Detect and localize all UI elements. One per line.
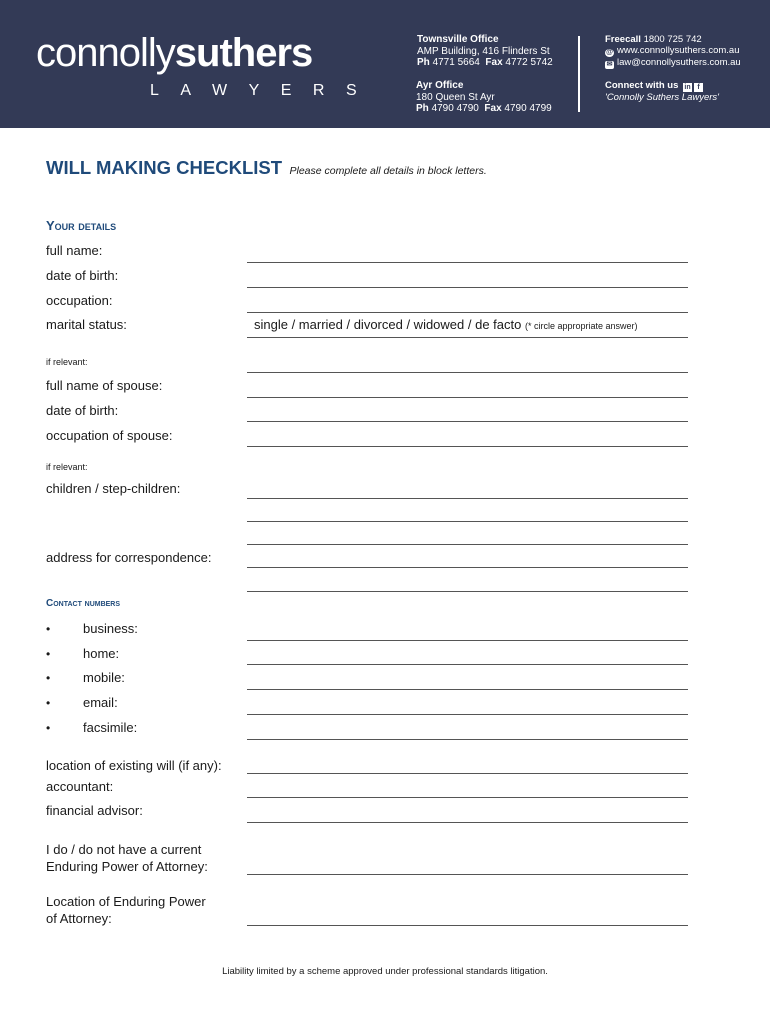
bullet-facsimile: •	[46, 721, 51, 735]
ayr-office-title: Ayr Office	[416, 80, 464, 91]
your-details-heading: Your details	[46, 218, 117, 233]
address-label: address for correspondence:	[46, 550, 212, 565]
freecall-label: Freecall	[605, 34, 641, 45]
townsville-office-address: AMP Building, 416 Flinders St	[417, 45, 550, 57]
spouse-name-label: full name of spouse:	[46, 378, 163, 393]
spouse-occupation-label: occupation of spouse:	[46, 428, 173, 443]
letterhead-banner	[0, 0, 770, 128]
spouse-dob-label: date of birth:	[46, 403, 119, 418]
full-name-label: full name:	[46, 243, 103, 258]
facsimile-label: facsimile:	[83, 720, 138, 735]
if-relevant-line[interactable]	[247, 372, 688, 373]
freecall-number[interactable]: 1800 725 742	[643, 34, 702, 45]
linkedin-icon[interactable]: in	[684, 84, 691, 91]
contact-numbers-heading: Contact numbers	[46, 598, 121, 609]
spouse-dob-line[interactable]	[247, 421, 688, 422]
envelope-icon: ✉	[606, 61, 613, 68]
ayr-ph-label: Ph	[416, 103, 429, 114]
bullet-mobile: •	[46, 671, 51, 685]
full-name-line[interactable]	[247, 262, 688, 263]
contact-block	[605, 34, 741, 69]
facebook-icon[interactable]: f	[694, 83, 703, 92]
epa-label-line1: I do / do not have a current	[46, 842, 202, 857]
home-line[interactable]	[247, 664, 688, 665]
occupation-line[interactable]	[247, 312, 688, 313]
townsville-office-phones	[417, 57, 553, 69]
epa-line[interactable]	[247, 874, 688, 875]
children-line-3[interactable]	[247, 544, 688, 545]
bullet-home: •	[46, 647, 51, 661]
business-line[interactable]	[247, 640, 688, 641]
home-label: home:	[83, 646, 120, 661]
social-block	[605, 80, 719, 103]
marital-status-line	[247, 337, 688, 338]
children-label: children / step-children:	[46, 481, 181, 496]
brand-logo	[36, 30, 379, 99]
connect-label: Connect with us	[605, 80, 679, 91]
header-divider	[578, 36, 580, 112]
ayr-office-address: 180 Queen St Ayr	[416, 91, 495, 103]
website-link[interactable]: www.connollysuthers.com.au	[617, 45, 740, 56]
if-relevant-note: if relevant:	[46, 357, 88, 367]
marital-options[interactable]	[254, 317, 638, 332]
bullet-email: •	[46, 696, 51, 710]
brand-word-bold: suthers	[174, 31, 313, 75]
business-label: business:	[83, 621, 138, 636]
mobile-line[interactable]	[247, 689, 688, 690]
brand-subtitle: LAWYERS	[150, 82, 379, 99]
accountant-label: accountant:	[46, 779, 114, 794]
address-line-2[interactable]	[247, 591, 688, 592]
page-title	[46, 157, 487, 179]
website-line	[605, 45, 741, 57]
marital-hint: (* circle appropriate answer)	[524, 321, 638, 331]
epa-location-line[interactable]	[247, 925, 688, 926]
facsimile-line[interactable]	[247, 739, 688, 740]
existing-will-label: location of existing will (if any):	[46, 758, 222, 773]
townsville-office-title: Townsville Office	[417, 34, 499, 45]
existing-will-line[interactable]	[247, 773, 688, 774]
ayr-office	[416, 80, 552, 115]
dob-line[interactable]	[247, 287, 688, 288]
epa-location-label-line2: of Attorney:	[46, 911, 112, 926]
epa-label-line2: Enduring Power of Attorney:	[46, 859, 208, 874]
ayr-fax: 4790 4799	[504, 103, 552, 114]
email-label: email:	[83, 695, 118, 710]
email-line	[605, 57, 741, 69]
marital-status-label: marital status:	[46, 317, 127, 332]
epa-location-label-line1: Location of Enduring Power	[46, 894, 206, 909]
marital-options-text: single / married / divorced / widowed / de facto	[254, 317, 522, 332]
spouse-occupation-line[interactable]	[247, 446, 688, 447]
footer-disclaimer: Liability limited by a scheme approved under professional standards litigation.	[222, 966, 548, 977]
brand-wordmark	[36, 30, 312, 76]
social-handle: 'Connolly Suthers Lawyers'	[605, 92, 719, 103]
page-title-main: WILL MAKING CHECKLIST	[46, 157, 283, 178]
townsville-office	[417, 34, 553, 69]
mobile-label: mobile:	[83, 670, 125, 685]
children-line-2[interactable]	[247, 521, 688, 522]
ayr-fax-label: Fax	[484, 103, 502, 114]
children-line-1[interactable]	[247, 498, 688, 499]
townsville-fax-label: Fax	[485, 57, 503, 68]
townsville-ph-label: Ph	[417, 57, 430, 68]
accountant-line[interactable]	[247, 797, 688, 798]
email-line[interactable]	[247, 714, 688, 715]
spouse-name-line[interactable]	[247, 397, 688, 398]
address-line-1[interactable]	[247, 567, 688, 568]
page-title-note: Please complete all details in block letters.	[289, 165, 487, 177]
brand-word-light: connolly	[36, 31, 175, 75]
ayr-office-phones	[416, 103, 552, 115]
townsville-ph: 4771 5664	[432, 57, 480, 68]
if-relevant-note-2: if relevant:	[46, 462, 88, 472]
townsville-fax: 4772 5742	[505, 57, 553, 68]
financial-advisor-label: financial advisor:	[46, 803, 143, 818]
financial-advisor-line[interactable]	[247, 822, 688, 823]
freecall-line	[605, 34, 741, 45]
connect-line	[605, 80, 719, 92]
dob-label: date of birth:	[46, 268, 119, 283]
ayr-ph: 4790 4790	[431, 103, 479, 114]
occupation-label: occupation:	[46, 293, 113, 308]
globe-icon: @	[606, 49, 613, 56]
bullet-business: •	[46, 622, 51, 636]
email-link[interactable]: law@connollysuthers.com.au	[617, 57, 741, 68]
